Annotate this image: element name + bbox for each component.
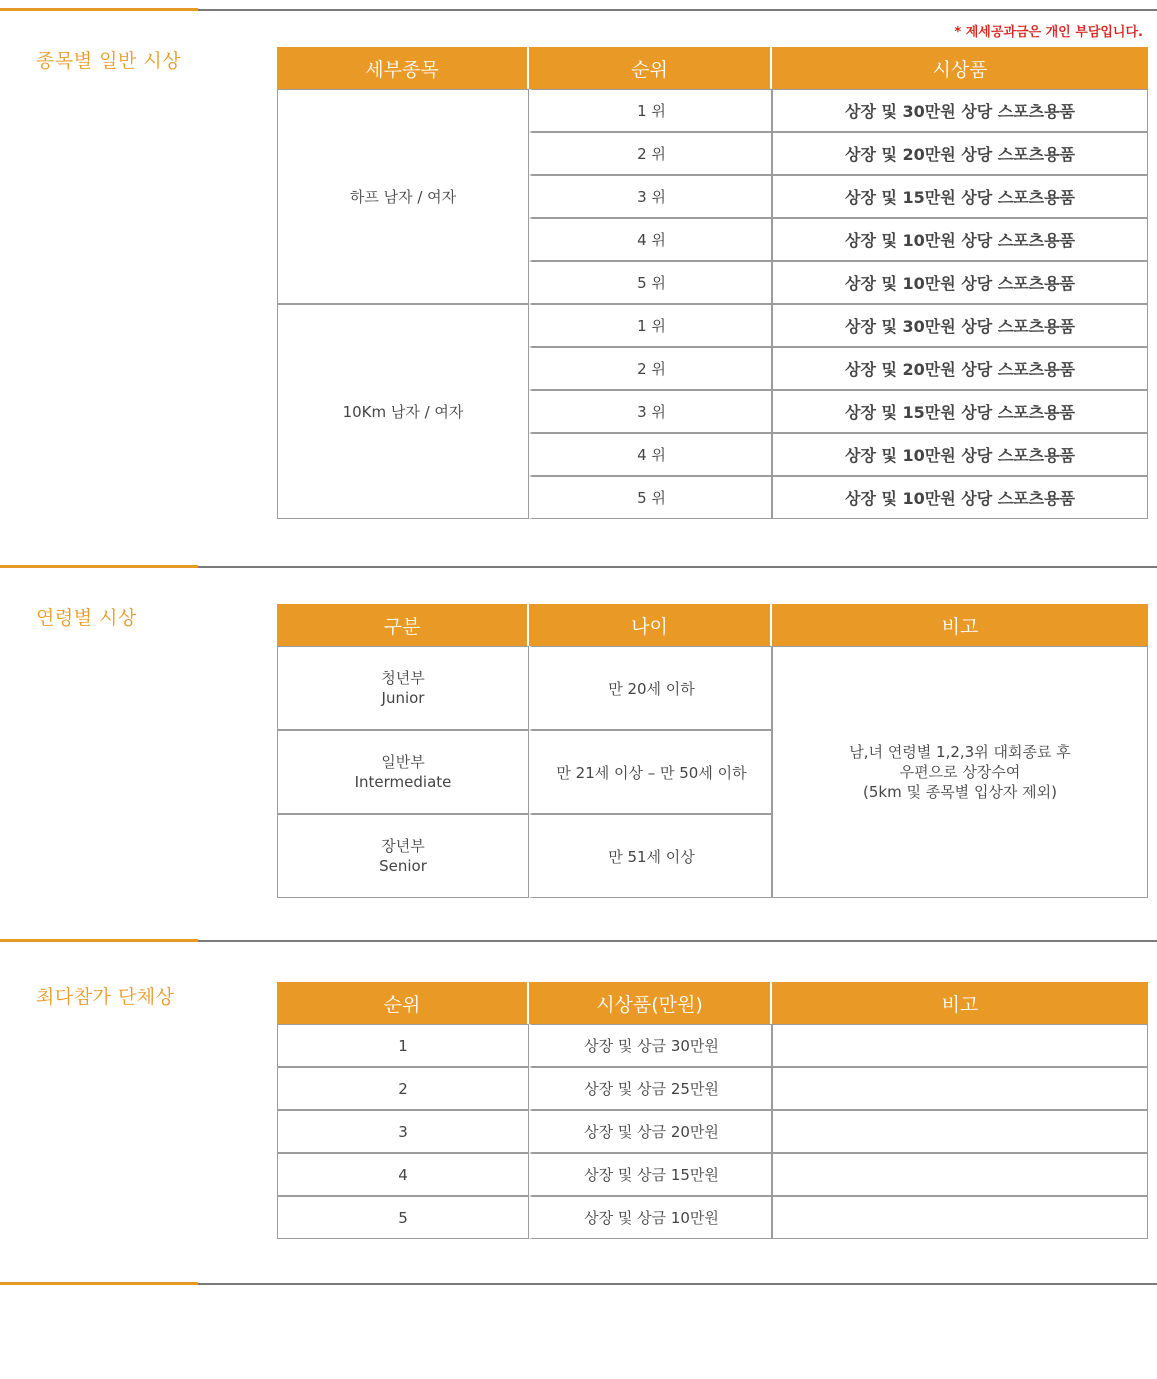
general-awards-table [277,47,1148,519]
prize-cell: 상장 및 30만원 상당 스포츠용품 [772,304,1148,347]
division-en: Senior [379,857,427,875]
section-title-general-awards: 종목별 일반 시상 [36,50,182,72]
remark-cell [772,1110,1148,1153]
prize-cell: 상장 및 30만원 상당 스포츠용품 [772,89,1148,132]
rank-cell: 3 위 [529,390,772,433]
rank-cell: 3 위 [529,175,772,218]
prize-cell: 상장 및 15만원 상당 스포츠용품 [772,175,1148,218]
rank-cell: 1 위 [529,89,772,132]
prize-cell: 상장 및 상금 15만원 [529,1153,772,1196]
prize-cell: 상장 및 상금 20만원 [529,1110,772,1153]
remark-cell [772,1024,1148,1067]
rank-cell: 3 [277,1110,529,1153]
header-prize: 시상품 [772,47,1148,89]
age-awards-table [277,604,1148,898]
rank-cell: 5 [277,1196,529,1239]
header-remark: 비고 [772,604,1148,646]
header-event: 세부종목 [277,47,529,89]
division-ko: 장년부 [381,837,425,855]
header-division: 구분 [277,604,529,646]
age-cell: 만 20세 이하 [529,646,772,730]
prize-cell: 상장 및 상금 25만원 [529,1067,772,1110]
division-en: Intermediate [354,773,452,791]
rank-cell: 4 위 [529,433,772,476]
rank-cell: 4 [277,1153,529,1196]
prize-cell: 상장 및 20만원 상당 스포츠용품 [772,132,1148,175]
division-ko: 청년부 [381,669,425,687]
section-divider [0,566,1157,568]
event-half: 하프 남자 / 여자 [277,89,529,304]
prize-cell: 상장 및 10만원 상당 스포츠용품 [772,476,1148,519]
remark-cell [772,1196,1148,1239]
header-prize: 시상품(만원) [529,982,772,1024]
rank-cell: 4 위 [529,218,772,261]
header-age: 나이 [529,604,772,646]
section-divider [0,1283,1157,1285]
header-rank: 순위 [277,982,529,1024]
remark-cell [772,1067,1148,1110]
rank-cell: 5 위 [529,261,772,304]
remark-line: (5km 및 종목별 입상자 제외) [862,783,1058,801]
section-title-group-awards: 최다참가 단체상 [36,986,175,1008]
age-cell: 만 51세 이상 [529,814,772,898]
prize-cell: 상장 및 상금 30만원 [529,1024,772,1067]
section-divider [0,9,1157,11]
division-junior [277,646,529,730]
prize-cell: 상장 및 10만원 상당 스포츠용품 [772,433,1148,476]
remark-cell [772,1153,1148,1196]
division-intermediate [277,730,529,814]
rank-cell: 5 위 [529,476,772,519]
rank-cell: 1 위 [529,304,772,347]
division-ko: 일반부 [381,753,425,771]
rank-cell: 2 [277,1067,529,1110]
section-divider [0,940,1157,942]
group-awards-table [277,982,1148,1239]
header-remark: 비고 [772,982,1148,1024]
section-title-age-awards: 연령별 시상 [36,607,137,629]
prize-cell: 상장 및 10만원 상당 스포츠용품 [772,218,1148,261]
rank-cell: 2 위 [529,347,772,390]
rank-cell: 1 [277,1024,529,1067]
header-rank: 순위 [529,47,772,89]
remark-line: 남,녀 연령별 1,2,3위 대회종료 후 [849,743,1071,761]
prize-cell: 상장 및 20만원 상당 스포츠용품 [772,347,1148,390]
prize-cell: 상장 및 15만원 상당 스포츠용품 [772,390,1148,433]
age-cell: 만 21세 이상 – 만 50세 이하 [529,730,772,814]
event-10km: 10Km 남자 / 여자 [277,304,529,519]
tax-note: * 제세공과금은 개인 부담입니다. [954,25,1143,40]
division-en: Junior [381,689,425,707]
prize-cell: 상장 및 10만원 상당 스포츠용품 [772,261,1148,304]
division-senior [277,814,529,898]
rank-cell: 2 위 [529,132,772,175]
remark-cell [772,646,1148,898]
prize-cell: 상장 및 상금 10만원 [529,1196,772,1239]
remark-line: 우편으로 상장수여 [899,763,1021,781]
